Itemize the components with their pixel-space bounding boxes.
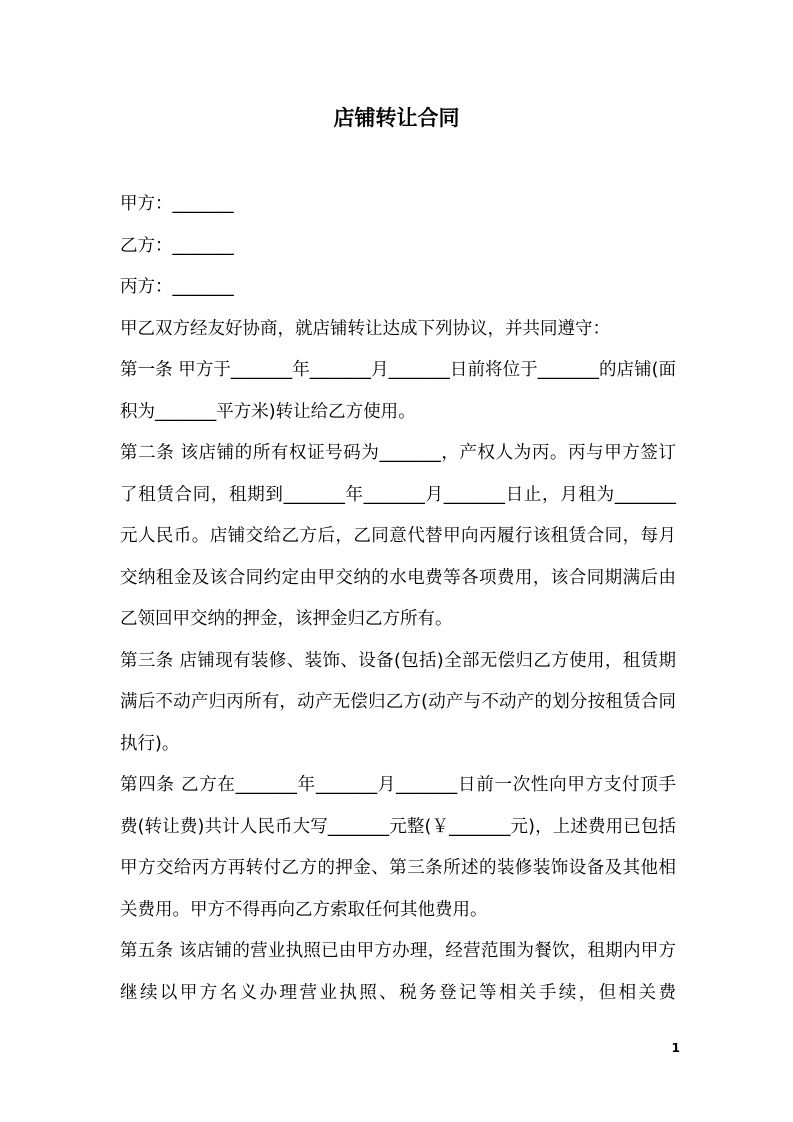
document-title: 店铺转让合同 xyxy=(333,106,460,130)
article-2-paragraph: 第二条 该店铺的所有权证号码为_______，产权人为丙。丙与甲方签订了租赁合同，租期到_______年_______月_______日止，月租为_______元人民币。店铺交给乙方后，乙同意代替甲向丙履行该租赁合同，每月交纳租金及该合同约定由甲交纳的水电费等各项费用，该合同期满后由乙领回甲交纳的押金，该押金归乙方所有。 xyxy=(120,443,676,629)
party-b-line: 乙方：_______ xyxy=(120,235,234,256)
article-1-paragraph: 第一条 甲方于_______年_______月_______日前将位于_______的店铺(面积为_______平方米)转让给乙方使用。 xyxy=(120,360,676,422)
party-a-line: 甲方：_______ xyxy=(120,194,234,214)
party-c-line: 丙方：_______ xyxy=(120,277,234,297)
article-3-paragraph: 第三条 店铺现有装修、装饰、设备(包括)全部无偿归乙方使用，租赁期满后不动产归丙所有，动产无偿归乙方(动产与不动产的划分按租赁合同执行)。 xyxy=(120,650,676,754)
document-body xyxy=(120,184,676,1014)
preamble-paragraph: 甲乙双方经友好协商，就店铺转让达成下列协议，并共同遵守： xyxy=(120,318,610,339)
article-4-paragraph: 第四条 乙方在_______年_______月_______日前一次性向甲方支付顶手费(转让费)共计人民币大写_______元整(￥_______元)，上述费用已包括甲方交给丙方再转付乙方的押金、第三条所述的装修装饰设备及其他相关费用。甲方不得再向乙方索取任何其他费用。 xyxy=(120,775,676,920)
article-5-paragraph: 第五条 该店铺的营业执照已由甲方办理，经营范围为餐饮，租期内甲方继续以甲方名义办理营业执照、税务登记等相关手续，但相关费 xyxy=(120,941,676,1003)
page-number: 1 xyxy=(671,1041,680,1055)
